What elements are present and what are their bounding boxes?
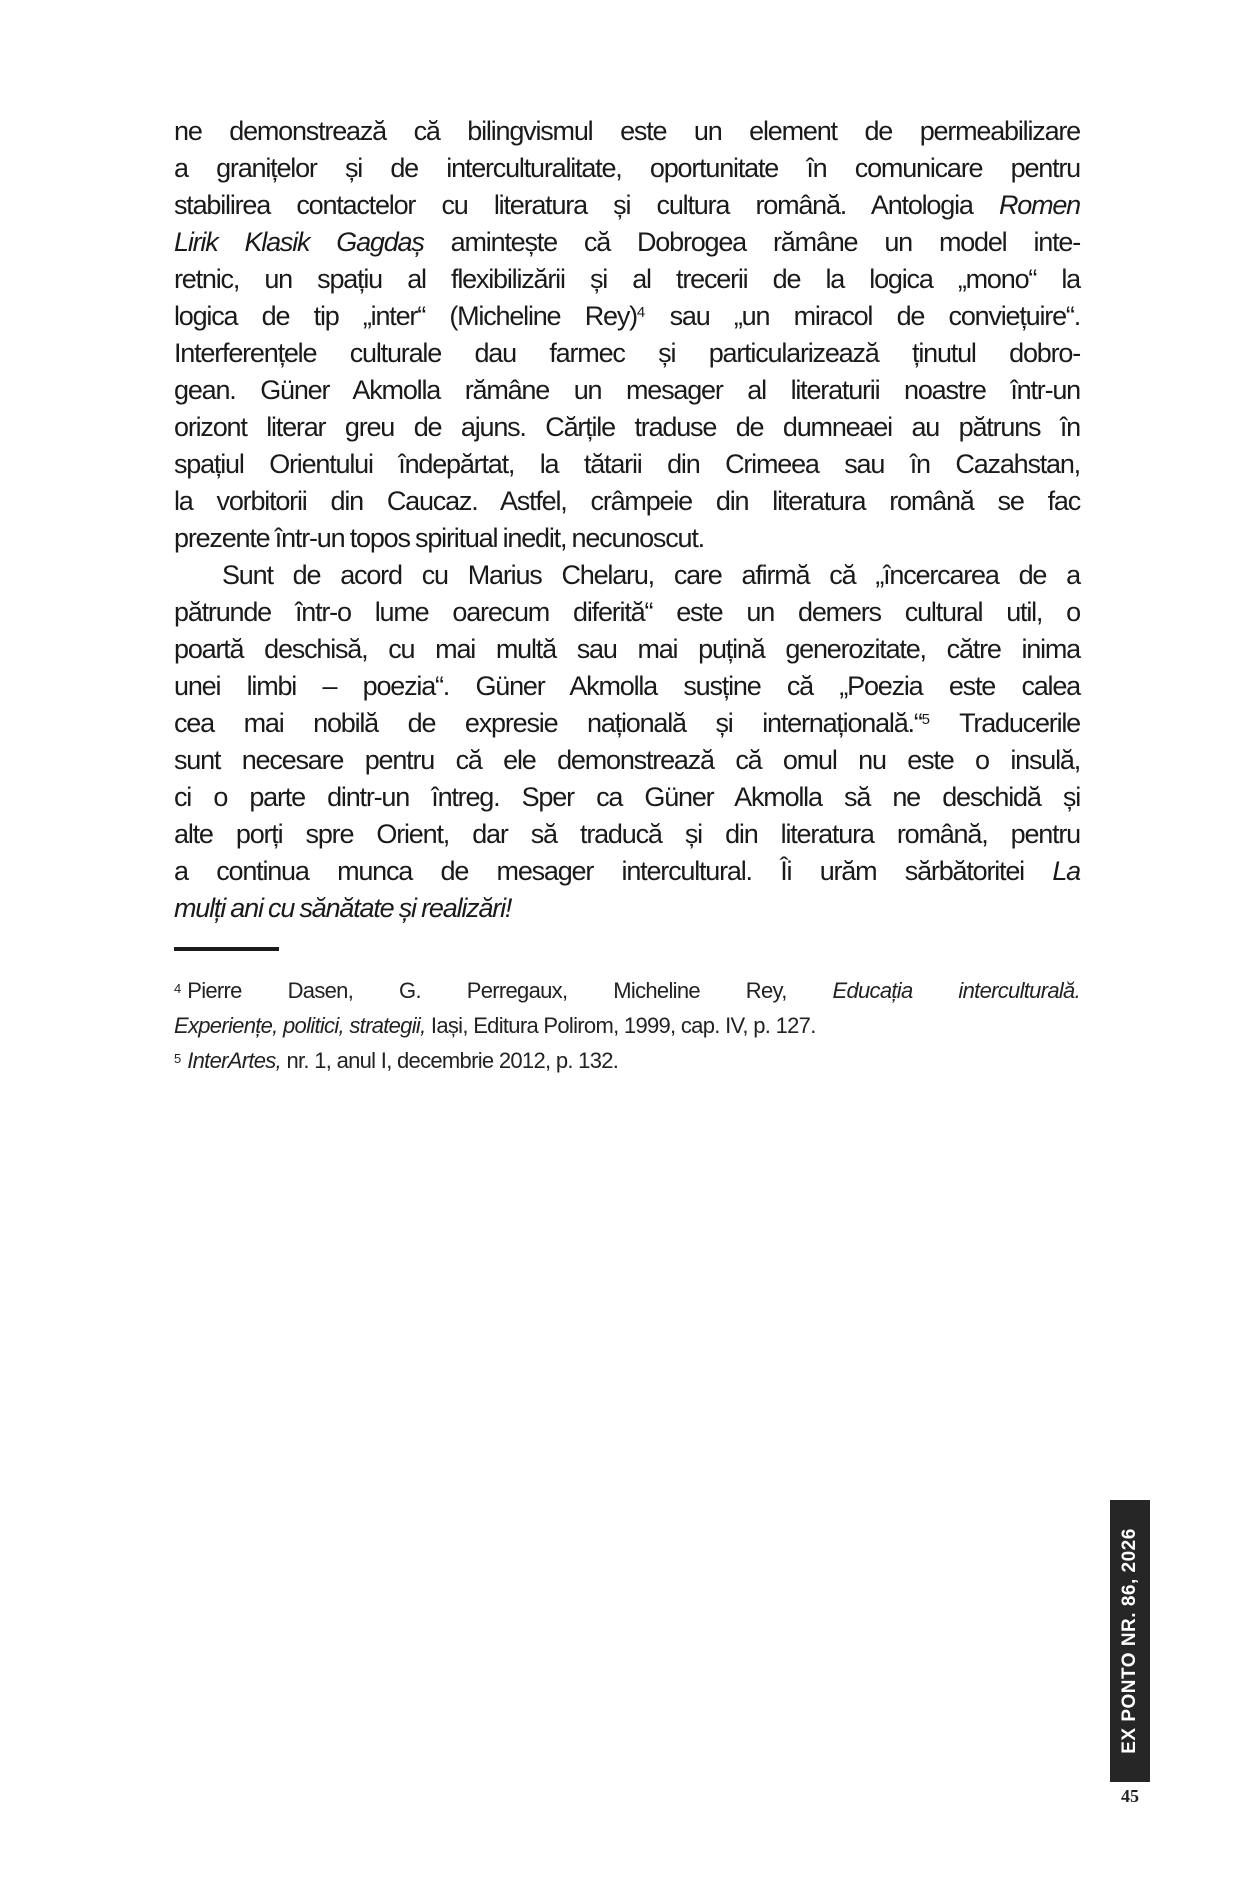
text-run: spațiul Orientului îndepărtat, la tătarii din Crimeea sau în Cazahstan, [174, 449, 1080, 479]
text-line [174, 372, 1080, 409]
text-line [174, 520, 1080, 557]
text-run: ci o parte dintr-un întreg. Sper ca Güner Akmolla să ne deschidă și [174, 782, 1080, 812]
footnote-line [174, 1043, 1080, 1078]
text-run: poartă deschisă, cu mai multă sau mai puțină generozitate, către inima [174, 634, 1080, 664]
text-run: prezente într-un topos spiritual inedit, necunoscut. [174, 523, 704, 553]
text-line [174, 594, 1080, 631]
text-line [174, 224, 1080, 261]
text-line [174, 705, 1080, 742]
text-line [174, 483, 1080, 520]
text-line [174, 409, 1080, 446]
page-column [174, 113, 1080, 1078]
text-line [174, 150, 1080, 187]
text-run: unei limbi – poezia“. Güner Akmolla susține că „Poezia este calea [174, 671, 1080, 701]
italic-text: Educația interculturală. [832, 978, 1080, 1003]
text-run: cea mai nobilă de expresie națională și internațională.“ [174, 708, 922, 738]
text-run: gean. Güner Akmolla rămâne un mesager al literaturii noastre într-un [174, 375, 1080, 405]
text-line [174, 890, 1080, 927]
text-line [174, 113, 1080, 150]
text-line [174, 446, 1080, 483]
text-run: sau „un miracol de conviețuire“. [645, 301, 1080, 331]
journal-issue-label: EX PONTO NR. 86, 2026 [1119, 1528, 1140, 1754]
italic-text: Experiențe, politici, strategii, [174, 1013, 426, 1038]
footnotes [174, 973, 1080, 1078]
journal-issue-tag [1110, 1500, 1150, 1782]
text-line [174, 816, 1080, 853]
text-run: Pierre Dasen, G. Perregaux, Micheline Rey, [187, 978, 833, 1003]
text-run: logica de tip „inter“ (Micheline Rey) [174, 301, 637, 331]
text-run: nr. 1, anul I, decembrie 2012, p. 132. [281, 1048, 619, 1073]
text-run: amintește că Dobrogea rămâne un model inte- [423, 227, 1080, 257]
text-run: retnic, un spațiu al flexibilizării și al trecerii de la logica „mono“ la [174, 264, 1080, 294]
footnote-line [174, 1008, 1080, 1043]
footnote-marker: 5 [174, 1051, 182, 1066]
footnote-separator [174, 947, 279, 951]
text-line [174, 631, 1080, 668]
text-run: pătrunde într-o lume oarecum diferită“ este un demers cultural util, o [174, 597, 1080, 627]
page-number: 45 [1121, 1786, 1139, 1806]
text-line [174, 742, 1080, 779]
text-run: Traducerile [929, 708, 1080, 738]
footnote-marker: 5 [921, 711, 930, 728]
italic-text: mulți ani cu sănătate și realizări! [174, 893, 512, 923]
text-run: la vorbitorii din Caucaz. Astfel, crâmpeie din literatura română se fac [174, 486, 1080, 516]
footnote-marker: 4 [174, 981, 182, 996]
footnote-marker: 4 [636, 304, 646, 321]
body-text [174, 113, 1080, 927]
footnote-line [174, 973, 1080, 1008]
italic-text: InterArtes, [187, 1048, 282, 1073]
text-run: Sunt de acord cu Marius Chelaru, care afirmă că „încercarea de a [222, 560, 1080, 590]
text-run: orizont literar greu de ajuns. Cărțile traduse de dumneaei au pătruns în [174, 412, 1080, 442]
text-run: alte porți spre Orient, dar să traducă și din literatura română, pentru [174, 819, 1080, 849]
text-line [174, 261, 1080, 298]
text-run: stabilirea contactelor cu literatura și cultura română. Antologia [174, 190, 999, 220]
text-line [174, 187, 1080, 224]
text-run: a continua munca de mesager intercultural. Îi urăm sărbătoritei [174, 856, 1053, 886]
text-run: Iași, Editura Polirom, 1999, cap. IV, p. 127. [425, 1013, 816, 1038]
text-line [174, 557, 1080, 594]
text-line [174, 668, 1080, 705]
text-line [174, 335, 1080, 372]
text-line [174, 298, 1080, 335]
italic-text: La [1052, 856, 1080, 886]
text-run: Interferențele culturale dau farmec și particularizează ținutul dobro- [174, 338, 1080, 368]
text-line [174, 853, 1080, 890]
text-line [174, 779, 1080, 816]
text-run: ne demonstrează că bilingvismul este un element de permeabilizare [174, 116, 1080, 146]
italic-text: Romen [998, 190, 1080, 220]
text-run: sunt necesare pentru că ele demonstrează că omul nu este o insulă, [174, 745, 1080, 775]
text-run: a granițelor și de interculturalitate, oportunitate în comunicare pentru [174, 153, 1080, 183]
italic-text: Lirik Klasik Gagdaș [174, 227, 424, 257]
